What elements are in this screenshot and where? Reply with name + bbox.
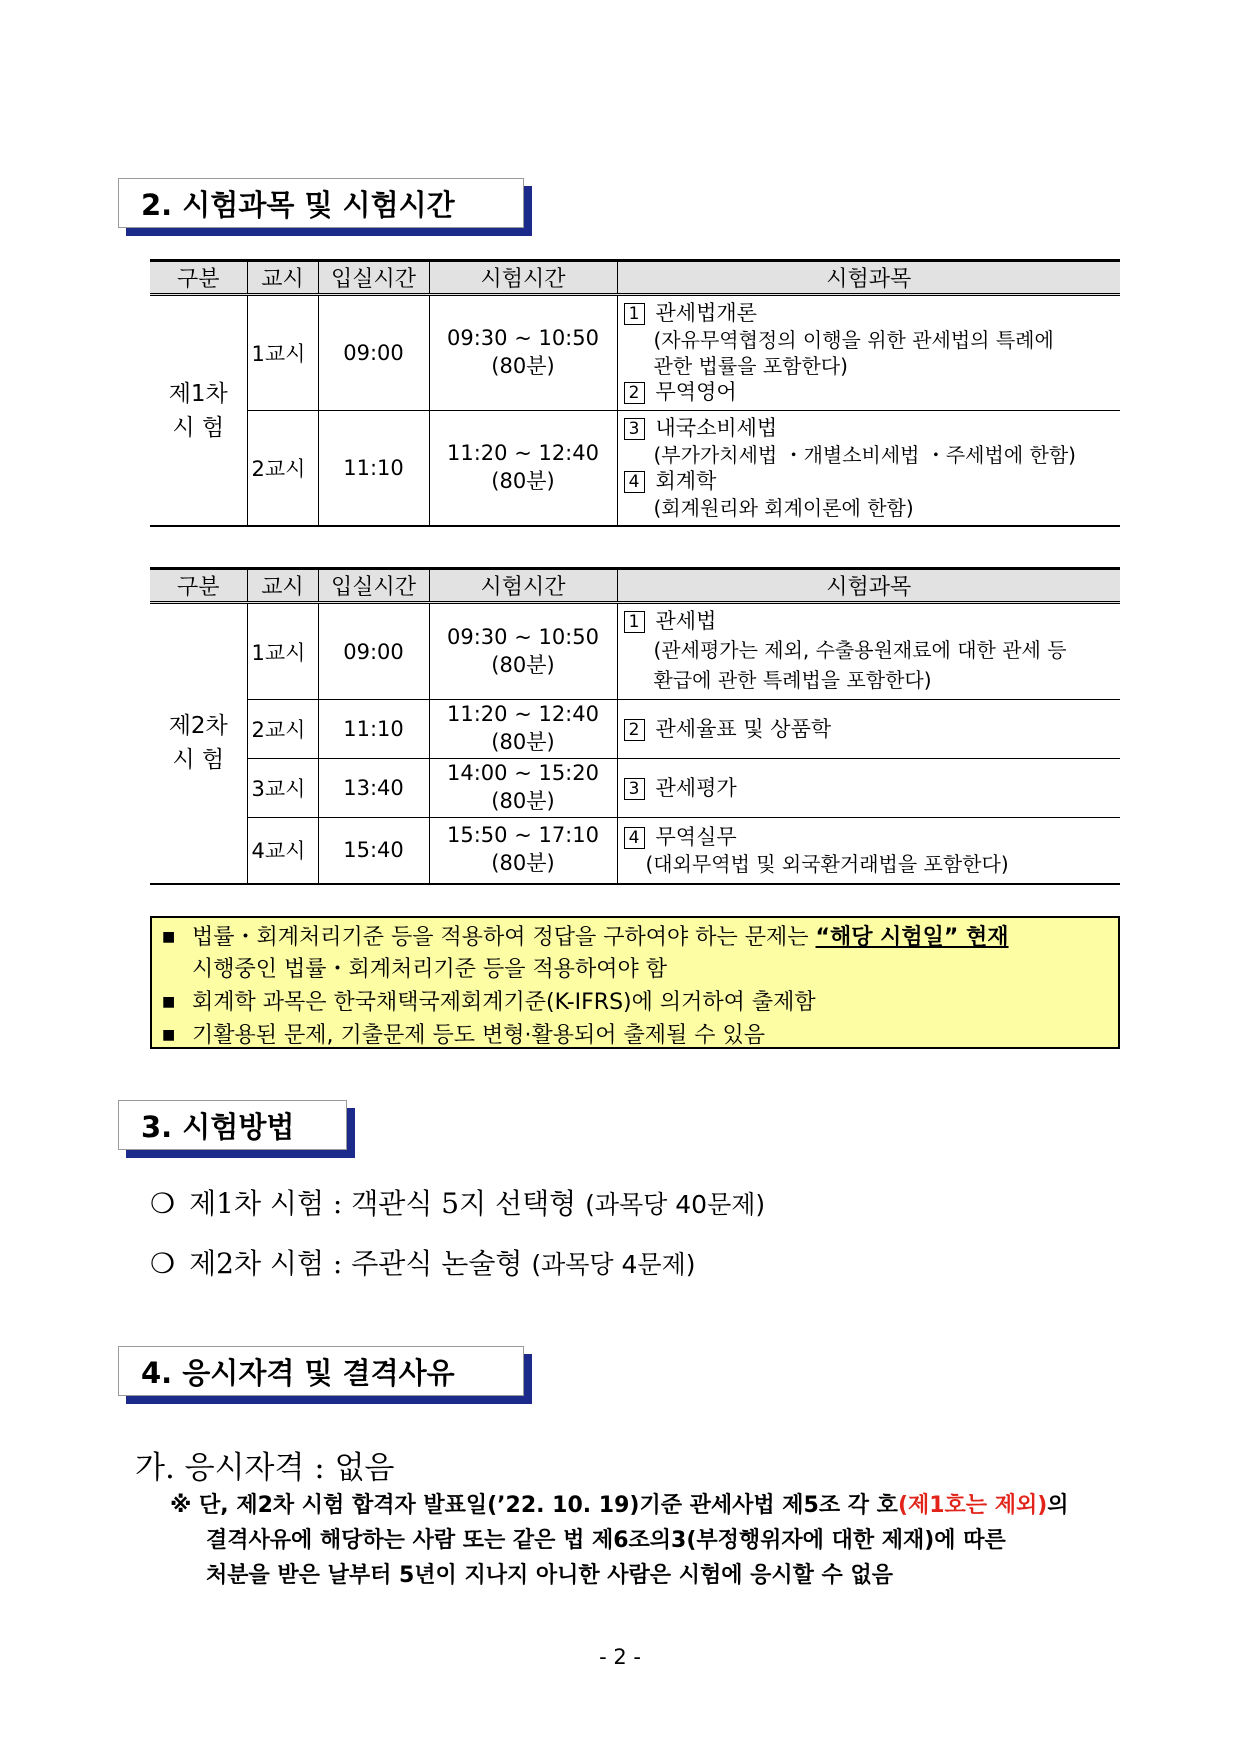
- subject-note: 관한 법률을 포함한다): [653, 354, 848, 378]
- table-header-row: [150, 569, 1120, 603]
- exam-time-cell: 15:50 ~ 17:10 (80분): [429, 818, 617, 884]
- exam1-table: [150, 259, 1120, 527]
- subject-number: 1: [624, 611, 645, 633]
- method-item: ❍ 제2차 시험 : 주관식 논술형 (과목당 4문제): [150, 1247, 696, 1280]
- circle-bullet-icon: ❍: [150, 1247, 176, 1280]
- period-cell: 1교시: [247, 603, 318, 700]
- qualification-title: 가. 응시자격 : 없음: [135, 1450, 395, 1486]
- exam2-group-label: 제2차 시 험: [150, 603, 247, 884]
- subjects-cell: [617, 411, 1120, 527]
- subject-note: 환급에 관한 특례법을 포함한다): [653, 668, 932, 692]
- subject-item: 3 내국소비세법: [624, 415, 1115, 442]
- exam-time-cell: 11:20 ~ 12:40 (80분): [429, 700, 617, 759]
- header-exam-time: 시험시간: [429, 261, 617, 295]
- subjects-cell: [617, 818, 1120, 884]
- section-heading-4: 4. 응시자격 및 결격사유: [118, 1346, 524, 1396]
- subject-note: (부가가치세법 ・개별소비세법 ・주세법에 한함): [653, 443, 1076, 467]
- square-bullet-icon: ■: [162, 1027, 176, 1043]
- exam-time-cell: 14:00 ~ 15:20 (80분): [429, 759, 617, 818]
- notice-item: ■ 기활용된 문제, 기출문제 등도 변형·활용되어 출제될 수 있음: [162, 1019, 1108, 1052]
- section-heading-2: 2. 시험과목 및 시험시간: [118, 178, 524, 228]
- header-period: 교시: [247, 569, 318, 603]
- header-entry-time: 입실시간: [318, 569, 429, 603]
- subjects-cell: [617, 700, 1120, 759]
- subject-note: (대외무역법 및 외국환거래법을 포함한다): [645, 851, 1009, 876]
- method-item: ❍ 제1차 시험 : 객관식 5지 선택형 (과목당 40문제): [150, 1187, 766, 1220]
- header-entry-time: 입실시간: [318, 261, 429, 295]
- table-row: [150, 759, 1120, 818]
- notice-item: ■ 법률・회계처리기준 등을 적용하여 정답을 구하여야 하는 문제는 “해당 시험일” 현재: [162, 921, 1108, 954]
- circle-bullet-icon: ❍: [150, 1187, 176, 1220]
- notice-item: ■ 회계학 과목은 한국채택국제회계기준(K-IFRS)에 의거하여 출제함: [162, 986, 1108, 1019]
- qualification-note: ※ 단, 제2차 시험 합격자 발표일(’22. 10. 19)기준 관세사법 제5조 각 호(제1호는 제외)의 결격사유에 해당하는 사람 또는 같은 법 제6조의3(부정행위자에 대한 제재)에 따른 처분을 받은 날부터 5년이 지나지 아니한 사람은 시험에 응시할 수 없음: [170, 1493, 1069, 1588]
- subjects-cell: [617, 295, 1120, 411]
- subject-number: 3: [624, 418, 645, 440]
- subject-item: 4 무역실무: [624, 824, 1115, 851]
- header-period: 교시: [247, 261, 318, 295]
- exam-time-cell: 11:20 ~ 12:40 (80분): [429, 411, 617, 527]
- subject-item: 4 회계학: [624, 468, 1115, 495]
- entry-time-cell: 13:40: [318, 759, 429, 818]
- entry-time-cell: 09:00: [318, 603, 429, 700]
- subject-note: (회계원리와 회계이론에 한함): [653, 496, 914, 520]
- subject-number: 2: [624, 719, 645, 741]
- table-row: [150, 411, 1120, 527]
- entry-time-cell: 09:00: [318, 295, 429, 411]
- period-cell: 2교시: [247, 411, 318, 527]
- subject-note: (자유무역협정의 이행을 위한 관세법의 특례에: [653, 328, 1054, 352]
- period-cell: 1교시: [247, 295, 318, 411]
- subject-item: 1 관세법: [624, 608, 1115, 635]
- square-bullet-icon: ■: [162, 929, 176, 945]
- subjects-cell: [617, 759, 1120, 818]
- subject-number: 4: [624, 827, 645, 849]
- subject-number: 2: [624, 382, 645, 404]
- header-exam-time: 시험시간: [429, 569, 617, 603]
- notice-item-continued: 시행중인 법률・회계처리기준 등을 적용하여야 함: [192, 957, 668, 982]
- subject-number: 4: [624, 471, 645, 493]
- period-cell: 3교시: [247, 759, 318, 818]
- square-bullet-icon: ■: [162, 994, 176, 1010]
- exam-time-cell: 09:30 ~ 10:50 (80분): [429, 603, 617, 700]
- subject-item: 1 관세법개론: [624, 300, 1115, 327]
- page-number: - 2 -: [599, 1645, 641, 1669]
- table-row: [150, 700, 1120, 759]
- table-row: [150, 295, 1120, 411]
- exam2-table: [150, 567, 1120, 885]
- subject-note: (관세평가는 제외, 수출용원재료에 대한 관세 등: [653, 638, 1067, 662]
- entry-time-cell: 11:10: [318, 700, 429, 759]
- subject-item: 2 관세율표 및 상품학: [624, 716, 1115, 743]
- subject-number: 1: [624, 303, 645, 325]
- period-cell: 2교시: [247, 700, 318, 759]
- section-heading-3: 3. 시험방법: [118, 1100, 347, 1150]
- subjects-cell: [617, 603, 1120, 700]
- notice-box: [150, 916, 1120, 1049]
- exam1-group-label: 제1차 시 험: [150, 295, 247, 527]
- entry-time-cell: 15:40: [318, 818, 429, 884]
- entry-time-cell: 11:10: [318, 411, 429, 527]
- subject-item: 3 관세평가: [624, 775, 1115, 802]
- header-category: 구분: [150, 261, 247, 295]
- exam-time-cell: 09:30 ~ 10:50 (80분): [429, 295, 617, 411]
- period-cell: 4교시: [247, 818, 318, 884]
- header-subjects: 시험과목: [617, 569, 1120, 603]
- table-row: [150, 603, 1120, 700]
- table-header-row: [150, 261, 1120, 295]
- table-row: [150, 818, 1120, 884]
- header-category: 구분: [150, 569, 247, 603]
- subject-number: 3: [624, 778, 645, 800]
- subject-item: 2 무역영어: [624, 379, 1115, 406]
- header-subjects: 시험과목: [617, 261, 1120, 295]
